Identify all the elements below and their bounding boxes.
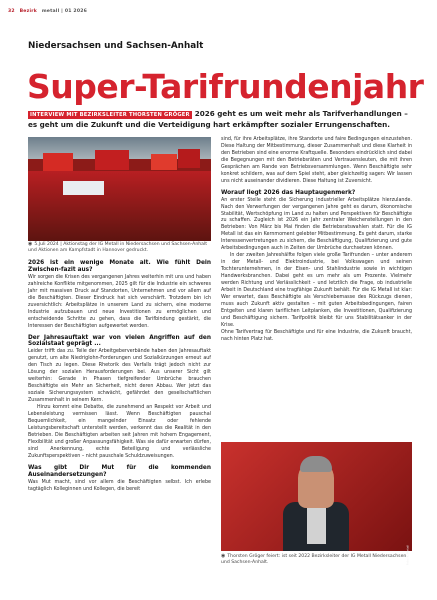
answer-4a: An erster Stelle steht die Sicherung industrieller Arbeitsplätze hierzulande. Nach den Verwerfungen der vergangenen Jahre geht es darum, ökonomische Stabilität, Wertschöpfung im Land zu halten und Perspektiven für Beschäftigte zu schaffen. Zugleich ist 2026 ein Jahr zentraler Weichenstellungen in den Betrieben: Von März bis Mai finden die Betriebsratswahlen statt. Für die IG Metall ist das ein Kernmoment gelebter Mitbestimmung. Es geht darum, starke Interessenvertretungen zu sichern, die Beschäftigung, Qualifizierung und gute Arbeitsbedingungen auch in Zeiten der Umbrüche durchsetzen können.: [221, 197, 412, 252]
article-column-right: [221, 137, 412, 344]
photo2-caption-text: Thorsten Gröger feiert: ist seit 2022 Bezirksleiter der IG Metall Niedersachsen und Sachsen-Anhalt.: [221, 554, 407, 566]
article-column-left: [28, 256, 211, 494]
intro-text: 2026 geht es um weit mehr als Tarifverhandlungen – es geht um die Zukunft und die Verteidigung hart erkämpfter sozialer Errungenschaften.: [28, 109, 408, 129]
photo-credit: Foto: IG Metall: [405, 545, 409, 566]
answer-1: Wir sorgen die Krisen des vergangenen Jahres weiterhin mit uns und haben zahlreiche Konflikte mitgenommen, 2025 gilt für die Industrie ein schweres Jahr mit massiven Druck auf Standorten, Unternehmen und vor allem auf die Beschäftigten. Dieser Eindruck hat sich verschärft. Trotzdem bin ich zuversichtlich: Arbeitsplätze in unserem Land zu sichern, eine moderne Industrie aufzubauen und neue Investitionen zu ermöglichen und entscheidende Schritte zu gehen, dass die Tarifbindung gestärkt, die Interessen der Beschäftigten aufgewertet werden.: [28, 274, 211, 329]
photo1-caption-text: 5.Juli 2024 | Aktionstag der IG Metall in Niedersachsen und Sachsen-Anhalt und Aktionen am Kampfstadt in Hannover gedruckt.: [28, 242, 208, 254]
camera-icon: ◉: [28, 241, 33, 247]
photo1-caption: [28, 241, 211, 254]
question-4: Worauf liegt 2026 das Hauptaugenmerk?: [221, 189, 356, 196]
answer-4b: In der zweiten Jahreshälfte folgen viele große Tarifrunden – unter anderem in der Metall- und Elektroindustrie, bei Volkswagen und seinen Tochterunternehmen, in der Eisen- und Stahlindustrie sowie in wichtigen Handwerksbranchen. Dabei geht es um mehr als um Prozente. Vielmehr werden Richtung und Verlässlichkeit – und letztlich die Frage, ob industrielle Arbeit in Deutschland eine tragfähige Zukunft behält. Für die IG Metall ist klar: Wer erwartet, dass Beschäftigte als Verschiebemasse des Rückzugs dienen, muss auch Zukunft aktiv gestalten – mit guten Arbeitsbedingungen, fairen Entgelten und klaren tariflichen Leitplanken, die Investitionen, Qualifizierung und Beschäftigung sichern. Tarifpolitik bleibt für uns Stabilitätsanker in der Krise.: [221, 253, 412, 328]
answer-2a: Leider trifft das zu. Teile der Arbeitgeberverbände haben den Jahresauftakt genutzt, um alte Niedriglohn-Forderungen und Sozialkürzungen erneut auf den Tisch zu legen. Diese Rhetorik des Verfalls trägt jedoch nicht zur Lösung der sozialen Herausforderungen bei. Aus unserer Sicht gilt weiterhin: Gerade in Phasen tiefgreifender Umbrüche brauchen Beschäftigte ein Mehr an Sicherheit, nicht deren Abbau. Wer jetzt das soziale Sicherungssystem schwächt, gefährdet den gesellschaftlichen Zusammenhalt in seinem Kern.: [28, 349, 211, 404]
camera-icon: ◉: [221, 553, 226, 559]
page-header: [8, 9, 90, 14]
answer-3: Was Mut macht, sind vor allem die Beschäftigten selbst. Ich erlebe tagtäglich Kolleginnen und Kollegen, die bereit: [28, 479, 211, 492]
question-1: 2026 ist ein wenige Monate alt. Wie fühlt Dein Zwischen-fazit aus?: [28, 260, 211, 273]
answer-4c: Ohne Tarifvertrag für Beschäftigte und für eine Industrie, die Zukunft braucht, nach hinten Platz hat.: [221, 329, 412, 342]
photo2-caption: [221, 553, 412, 566]
demonstration-photo: [28, 137, 211, 241]
section-name: Bezirk: [19, 9, 37, 14]
answer-2b: Hinzu kommt eine Debatte, die zunehmend an Respekt vor Arbeit und Lebensleistung vermissen lässt. Wenn Beschäftigten pauschal Bequemlichkeit, ein mangelnder Einsatz oder fehlende Leistungsbereitschaft unterstellt werden, verkennt das die Realität in den Betrieben. Die Beschäftigten arbeiten seit Jahren mit hohem Engagement, Flexibilität und großer Anpassungsfähigkeit. Was sie dafür erwarten dürfen, sind Anerkennung, echte Beteiligung und verlässliche Zukunftsperspektiven – nicht pauschale Schuldzuweisungen.: [28, 405, 211, 459]
interview-label: INTERVIEW MIT BEZIRKSLEITER THORSTEN GRÖGER: [30, 112, 190, 118]
page-title: Super-Tarifrundenjahr: [27, 67, 424, 106]
answer-3-continued: sind, für ihre Arbeitsplätze, ihre Standorte und faire Bedingungen einzustehen. Diese Haltung der Mitbestimmung, dieser Zusammenhalt und diese Klarheit in den Betrieben sind eine enorme Kraftquelle. Besonders eindrücklich sind dabei die Begegnungen mit den Betriebsräten und Vertrauensleuten, die mit ihren Gesprächen am Rande von Betriebsversammlungen. Wenn Beschäftigte sehr konkret schildern, was auf dem Spiel steht, aber gleichzeitig sagen: Wir lassen uns nicht auseinander dividieren. Diese Haltung ist Zuversicht.: [221, 137, 412, 184]
question-3: Was gibt Dir Mut für die kommenden Auseinandersetzungen?: [28, 464, 211, 478]
region-title: Niedersachsen und Sachsen-Anhalt: [28, 41, 204, 51]
issue-label: metall | 01 2026: [41, 9, 88, 14]
page-number: 32: [8, 9, 15, 14]
question-2: Der Jahresauftakt war von vielen Angriffen auf den Sozialstaat geprägt ...: [28, 334, 211, 348]
intro-block: [28, 109, 410, 130]
